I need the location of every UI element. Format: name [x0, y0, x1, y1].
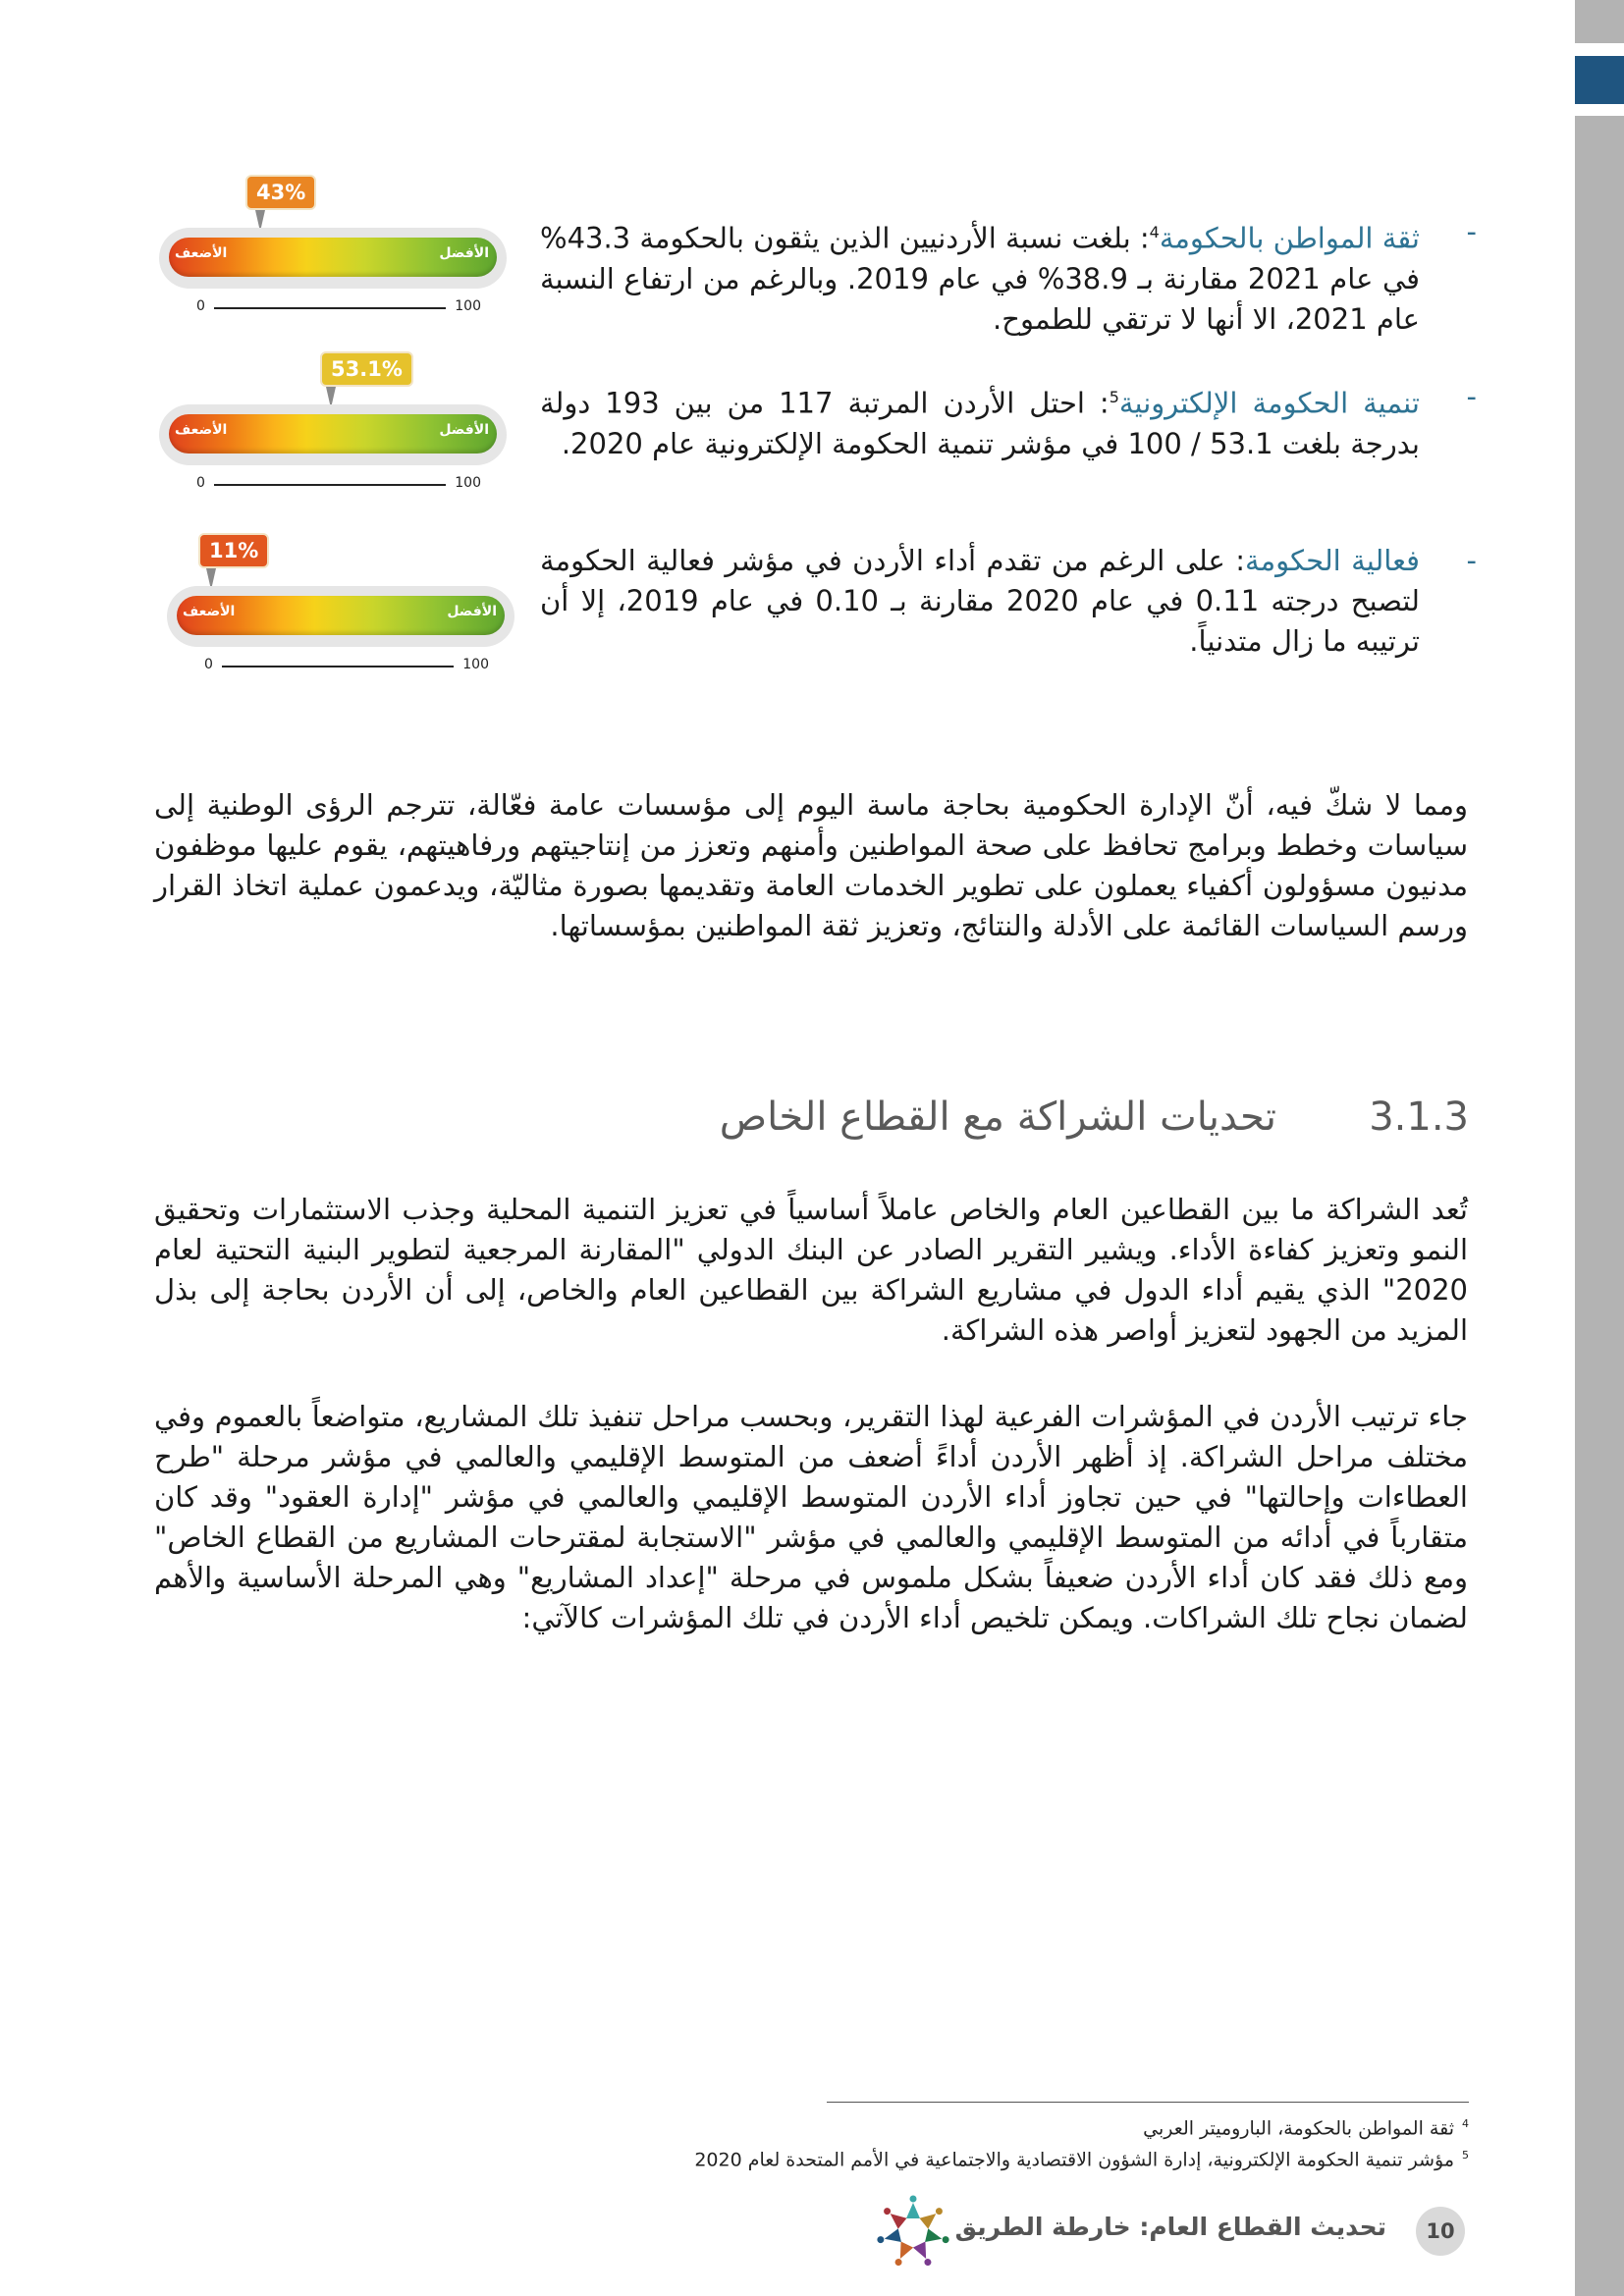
indicator-term: فعالية الحكومة	[1245, 544, 1420, 577]
footnote-text: ثقة المواطن بالحكومة، الباروميتر العربي	[1143, 2117, 1454, 2140]
section-heading	[677, 1095, 1469, 1153]
indicator-term: ثقة المواطن بالحكومة	[1159, 221, 1420, 255]
gauge-weak-label: الأضعف	[175, 422, 228, 438]
axis-max: 100	[462, 657, 489, 672]
axis-line	[222, 666, 454, 667]
indicator-description: : بلغت نسبة الأردنيين الذين يثقون بالحكومة 43.3% في عام 2021 مقارنة بـ 38.9% في عام 2019. وبالرغم من ارتفاع النسبة عام 2021، الا أنها لا ترتقي للطموح.	[540, 221, 1420, 336]
gauge-weak-label: الأضعف	[183, 604, 236, 619]
axis-min: 0	[204, 657, 213, 672]
chapter-tab-active	[1575, 56, 1624, 104]
footnote-item	[550, 2142, 1469, 2173]
people-circle-logo-icon	[874, 2193, 952, 2271]
chapter-tab	[1575, 116, 1624, 2296]
axis-min: 0	[196, 298, 205, 314]
gauge-value-bubble: 53.1%	[320, 351, 413, 387]
footnote-ref[interactable]: 4	[1149, 223, 1160, 241]
footnote-text: مؤشر تنمية الحكومة الإلكترونية، إدارة الشؤون الاقتصادية والاجتماعية في الأمم المتحدة لعام 2020	[694, 2149, 1454, 2171]
indicator-citizen-trust	[0, 167, 1477, 336]
indicator-government-effectiveness	[0, 525, 1477, 692]
axis-max: 100	[455, 298, 481, 314]
chapter-tab-strip	[1575, 0, 1624, 2296]
indicator-text	[540, 541, 1477, 662]
indicator-text	[540, 377, 1477, 464]
footer-title: تحديث القطاع العام: خارطة الطريق	[954, 2213, 1386, 2241]
gauge-best-label: الأفضل	[439, 245, 489, 261]
gauge-value-bubble: 11%	[198, 533, 269, 568]
indicator-description: : احتل الأردن المرتبة 117 من بين 193 دولة بدرجة بلغت 53.1 / 100 في مؤشر تنمية الحكومة الإلكترونية عام 2020.	[540, 386, 1420, 460]
gauge-value-bubble: 43%	[245, 175, 316, 210]
axis-line	[214, 307, 446, 309]
footnote-number: 4	[1462, 2117, 1469, 2130]
page-footer	[864, 2191, 1473, 2279]
indicator-egovernment	[0, 344, 1477, 510]
gauge-government-effectiveness	[165, 525, 518, 672]
gauge-best-label: الأفضل	[447, 604, 497, 619]
indicator-description: : على الرغم من تقدم أداء الأردن في مؤشر فعالية الحكومة لتصبح درجته 0.11 في عام 2020 مقارنة بـ 0.10 في عام 2019، إلا أن ترتيبه ما زال متدنياً.	[540, 544, 1420, 658]
gauge-axis	[157, 475, 511, 495]
footnote-number: 5	[1462, 2149, 1469, 2163]
gauge-egovernment	[157, 344, 511, 491]
footnote-ref[interactable]: 5	[1109, 388, 1119, 406]
chapter-tab	[1575, 0, 1624, 43]
footnotes	[550, 2110, 1469, 2174]
intro-paragraph: ومما لا شكّ فيه، أنّ الإدارة الحكومية بحاجة ماسة اليوم إلى مؤسسات عامة فعّالة، تترجم الرؤى الوطنية إلى سياسات وخطط وبرامج تحافظ على صحة المواطنين وأمنهم وتعزز من إنتاجيتهم ورفاهيتهم، يقوم عليها موظفون مدنيون مسؤولون أكفياء يعملون على تطوير الخدمات العامة وتقديمها بصورة مثاليّة، ويدعمون عملية اتخاذ القرار ورسم السياسات القائمة على الأدلة والنتائج، وتعزيز ثقة المواطنين بمؤسساتها.	[154, 788, 1468, 942]
footnote-divider	[827, 2102, 1469, 2103]
section-paragraph: جاء ترتيب الأردن في المؤشرات الفرعية لهذا التقرير، وبحسب مراحل تنفيذ تلك المشاريع، متواضعاً بالعموم وفي مختلف مراحل الشراكة. إذ أظهر الأردن أداءً أضعف من المتوسط الإقليمي والعالمي في مؤشر مرحلة "طرح العطاءات وإحالتها" في حين تجاوز أداء الأردن المتوسط الإقليمي والعالمي في مؤشر "إدارة العقود" وقد كان متقارباً في أدائه من المتوسط الإقليمي والعالمي في مؤشر "الاستجابة لمقترحات المشاريع من القطاع الخاص" ومع ذلك فقد كان أداء الأردن ضعيفاً بشكل ملموس في مرحلة "إعداد المشاريع" وهي المرحلة الأساسية والأهم لضمان نجاح تلك الشراكات. ويمكن تلخيص أداء الأردن في تلك المؤشرات كالآتي:	[154, 1400, 1468, 1634]
section-paragraph: تُعد الشراكة ما بين القطاعين العام والخاص عاملاً أساسياً في تعزيز التنمية المحلية وجذب الاستثمارات وتحقيق النمو وتعزيز كفاءة الأداء. ويشير التقرير الصادر عن البنك الدولي "المقارنة المرجعية لتطوير البنية التحتية لعام 2020" الذي يقيم أداء الدول في مشاريع الشراكة بين القطاعين العام والخاص، إلى أن الأردن بحاجة إلى بذل المزيد من الجهود لتعزيز أواصر هذه الشراكة.	[154, 1193, 1468, 1347]
section-number: 3.1.3	[1369, 1095, 1469, 1140]
footnote-item	[550, 2110, 1469, 2142]
gauge-axis	[157, 298, 511, 318]
axis-min: 0	[196, 475, 205, 491]
gauge-citizen-trust	[157, 167, 511, 314]
indicator-text	[540, 212, 1477, 340]
gauge-weak-label: الأضعف	[175, 245, 228, 261]
bullet-dash: -	[1466, 544, 1477, 577]
page-number: 10	[1416, 2207, 1465, 2256]
indicator-term: تنمية الحكومة الإلكترونية	[1118, 386, 1421, 420]
gauge-best-label: الأفضل	[439, 422, 489, 438]
bullet-dash: -	[1466, 215, 1477, 248]
axis-max: 100	[455, 475, 481, 491]
axis-line	[214, 484, 446, 486]
bullet-dash: -	[1466, 380, 1477, 413]
gauge-axis	[165, 657, 518, 676]
section-title: تحديات الشراكة مع القطاع الخاص	[719, 1095, 1276, 1140]
